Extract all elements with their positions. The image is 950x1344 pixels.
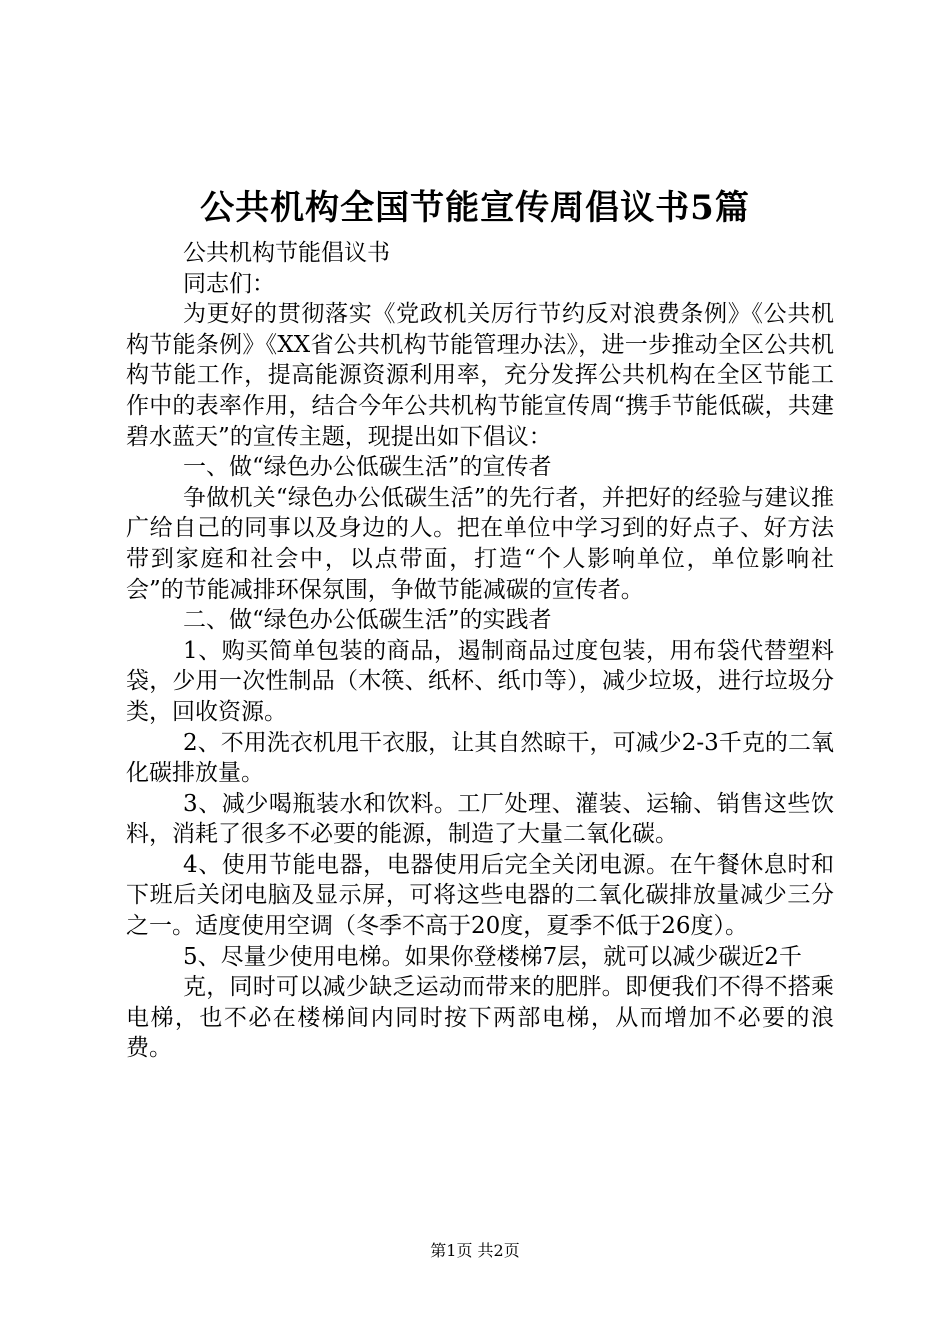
item-3-paragraph: 3、减少喝瓶装水和饮料。工厂处理、灌装、运输、销售这些饮料，消耗了很多不必要的能源，制造了大量二氧化碳。 xyxy=(126,790,834,848)
item-5-paragraph: 5、尽量少使用电梯。如果你登楼梯7层，就可以减少碳近2千 xyxy=(183,943,802,970)
section-1-paragraph: 争做机关“绿色办公低碳生活”的先行者，并把好的经验与建议推广给自己的同事以及身边的人。把在单位中学习到的好点子、好方法带到家庭和社会中，以点带面，打造“个人影响单位，单位影响社会”的节能减排环保氛围，争做节能减碳的宣传者。 xyxy=(126,484,834,603)
subtitle-paragraph: 公共机构节能倡议书 xyxy=(183,240,390,266)
section-heading-2: 二、做“绿色办公低碳生活”的实践者 xyxy=(183,607,552,634)
page-number-footer: 第1页 共2页 xyxy=(430,1241,520,1260)
salutation-paragraph: 同志们： xyxy=(183,270,275,297)
item-1-paragraph: 1、购买简单包装的商品，遏制商品过度包装，用布袋代替塑料袋，少用一次性制品（木筷、纸杯、纸巾等），减少垃圾，进行垃圾分类，回收资源。 xyxy=(126,637,834,725)
intro-paragraph: 为更好的贯彻落实《党政机关厉行节约反对浪费条例》《公共机构节能条例》《XX省公共机构节能管理办法》，进一步推动全区公共机构节能工作，提高能源资源利用率，充分发挥公共机构在全区节能工作中的表率作用，结合今年公共机构节能宣传周“携手节能低碳，共建碧水蓝天”的宣传主题，现提出如下倡议： xyxy=(126,301,834,450)
item-2-paragraph: 2、不用洗衣机甩干衣服，让其自然晾干，可减少2-3千克的二氧化碳排放量。 xyxy=(126,729,834,787)
item-5-continuation-paragraph: 克，同时可以减少缺乏运动而带来的肥胖。即便我们不得不搭乘电梯，也不必在楼梯间内同时按下两部电梯，从而增加不必要的浪费。 xyxy=(126,974,834,1062)
document-body xyxy=(126,238,834,1064)
document-title: 公共机构全国节能宣传周倡议书5篇 xyxy=(200,188,750,228)
item-4-paragraph: 4、使用节能电器，电器使用后完全关闭电源。在午餐休息时和下班后关闭电脑及显示屏，可将这些电器的二氧化碳排放量减少三分之一。适度使用空调（冬季不高于20度，夏季不低于26度）。 xyxy=(126,851,834,940)
section-heading-1: 一、做“绿色办公低碳生活”的宣传者 xyxy=(183,454,552,481)
